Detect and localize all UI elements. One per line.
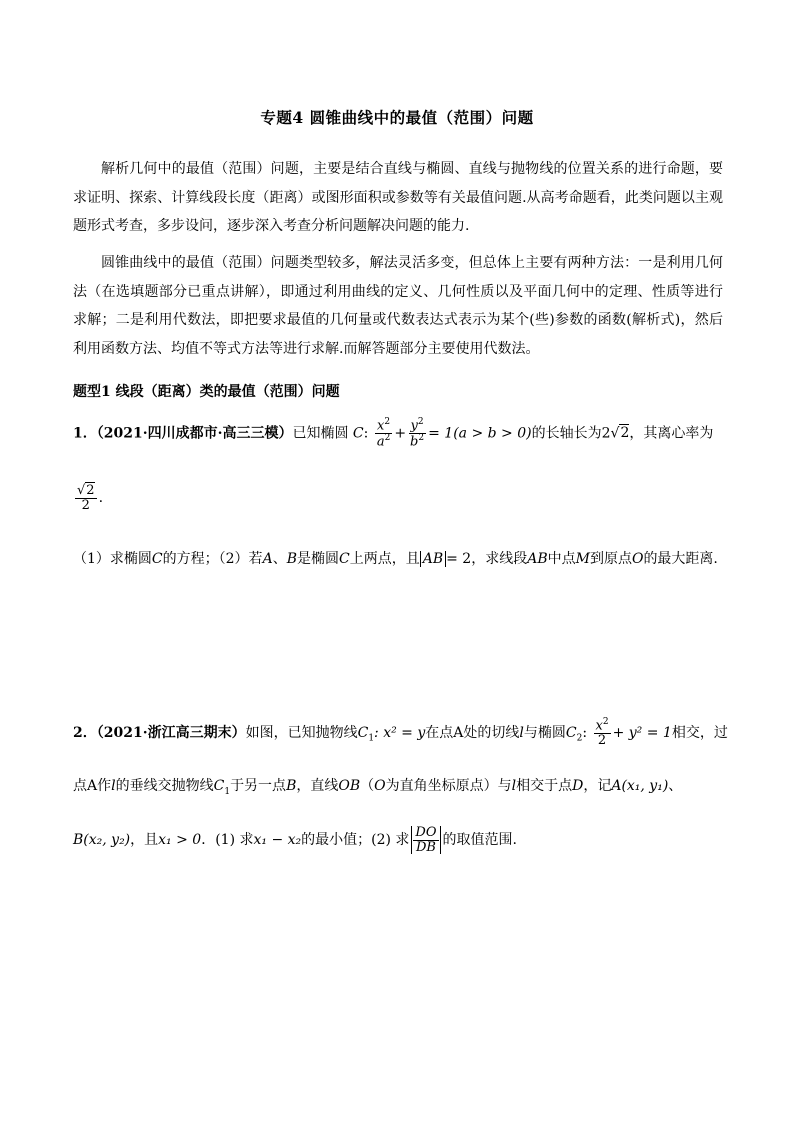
var-O: O xyxy=(374,778,386,794)
point-A: A(x₁, y₁) xyxy=(611,778,669,794)
exp-2: 2 xyxy=(602,717,609,727)
var-a: a xyxy=(376,434,385,450)
var-C: C xyxy=(357,724,369,741)
exp-2: 2 xyxy=(384,417,391,427)
var-y: y xyxy=(410,418,418,434)
text: 如图，已知抛物线 xyxy=(245,724,358,741)
text: 的方程；（2）若 xyxy=(162,551,263,567)
exp-2: 2 xyxy=(418,432,425,443)
text: ，求线段 xyxy=(471,551,528,567)
var-B: B xyxy=(286,551,297,567)
text: ，记 xyxy=(583,778,612,794)
question-2-source: （2021·浙江高三期末） xyxy=(96,724,246,741)
sub-1: 1 xyxy=(224,786,231,797)
intro-paragraph-2: 圆锥曲线中的最值（范围）问题类型较多，解法灵活多变，但总体上主要有两种方法：一是利用几何法（在选填题部分已重点讲解），即通过利用曲线的定义、几何性质以及平面几何中的定理、性质等进行求解；二是利用代数法，即把要求最值的几何量或代数表达式表示为某个(些)参数的函数(解析式)，然后利用函数方法、均值不等式方法等进行求解.而解答题部分主要使用代数法。 xyxy=(73,255,723,357)
denominator: 2 xyxy=(81,497,90,513)
text: （ xyxy=(360,778,375,794)
page-title: 专题4 圆锥曲线中的最值（范围）问题 xyxy=(260,108,534,127)
radicand: 2 xyxy=(620,425,630,442)
fraction-y2-b2 xyxy=(408,418,426,449)
text: 的最小值；(2) 求 xyxy=(301,832,410,849)
var-B: B xyxy=(286,778,297,794)
colon: : xyxy=(363,425,369,442)
question-1-source: （2021·四川成都市·高三三模） xyxy=(96,425,293,442)
difference-expression: x₁ − x₂ xyxy=(253,832,302,849)
question-2-line-1: 2．（2021·浙江高三期末）如图，已知抛物线$C_1$: x² = y在点A处的切线l与椭圆$C_2$: $\frac{x^2}{2}$ + y² = 1相交，过 xyxy=(73,717,728,748)
major-axis-length: 2√2 xyxy=(601,425,630,442)
period: . xyxy=(98,490,104,507)
text: 中点 xyxy=(547,551,576,567)
question-1-text: ，其离心率为 xyxy=(629,425,714,442)
text: 与椭圆 xyxy=(523,724,566,741)
question-2-number: 2． xyxy=(73,724,97,741)
separator: 、 xyxy=(272,551,287,567)
var-C: C xyxy=(213,778,225,794)
numerator-DO: DO xyxy=(415,825,437,840)
parabola-equation: : x² = y xyxy=(374,724,426,741)
question-1-line-2 xyxy=(73,484,733,512)
question-1-line-1 xyxy=(73,418,733,449)
text: 的取值范围. xyxy=(442,832,517,849)
ratio-DO-DB xyxy=(411,826,440,854)
exp-2: 2 xyxy=(417,417,424,427)
denominator: 2 xyxy=(597,732,607,748)
exp-2: 2 xyxy=(384,432,391,443)
text: 的垂线交抛物线 xyxy=(115,778,214,794)
text: ，直线 xyxy=(296,778,339,794)
question-2-line-3 xyxy=(73,826,733,854)
sub-1: 1 xyxy=(368,733,375,744)
fraction-x2-a2 xyxy=(375,418,393,449)
radicand: 2 xyxy=(86,483,95,498)
segment-AB: AB xyxy=(527,551,548,567)
var-l: l xyxy=(511,778,517,794)
section-heading: 题型1 线段（距离）类的最值（范围）问题 xyxy=(73,384,340,400)
plus-sign: + xyxy=(394,425,407,442)
ellipse-name: C xyxy=(352,425,364,442)
text: 为直角坐标原点）与 xyxy=(385,778,512,794)
text: 相交，过 xyxy=(671,724,728,741)
ellipse-equation: + y² = 1 xyxy=(612,724,672,741)
question-1-text: 已知椭圆 xyxy=(292,425,349,442)
var-D: D xyxy=(572,778,584,794)
fraction-x2-2 xyxy=(594,718,611,748)
line-OB: OB xyxy=(338,778,361,794)
question-1-parts xyxy=(73,542,733,576)
var-b: b xyxy=(410,434,419,450)
equals-2: = 2 xyxy=(446,551,472,567)
separator: 、 xyxy=(668,778,683,794)
coef: 2 xyxy=(601,425,611,442)
text: 上两点，且 xyxy=(349,551,420,567)
var-l: l xyxy=(111,778,116,794)
var-O: O xyxy=(631,551,644,567)
text: 到原点 xyxy=(589,551,632,567)
var-l: l xyxy=(519,724,524,741)
var-C: C xyxy=(151,551,163,567)
eccentricity-fraction: $\frac{√2}{2}$ xyxy=(77,483,95,513)
var-C: C xyxy=(338,551,350,567)
var-A: A xyxy=(262,551,273,567)
text: 是椭圆 xyxy=(296,551,339,567)
denominator-DB: DB xyxy=(415,839,436,855)
point-B: B(x₂, y₂) xyxy=(73,832,131,849)
question-1-number: 1． xyxy=(73,425,97,442)
var-x: x xyxy=(377,418,385,434)
text: 的最大距离. xyxy=(643,551,718,567)
text: ．(1) 求 xyxy=(201,832,254,849)
var-M: M xyxy=(575,551,590,567)
text: 相交于点 xyxy=(516,778,573,794)
text: 在点A处的切线 xyxy=(425,724,520,741)
condition: x₁ > 0 xyxy=(158,832,202,849)
text: 于另一点 xyxy=(230,778,287,794)
var-C: C xyxy=(565,724,577,741)
text: ，且 xyxy=(130,832,159,849)
abs-AB: AB xyxy=(420,551,446,567)
question-2-line-2 xyxy=(73,775,733,797)
sub-2: 2 xyxy=(576,733,583,744)
question-1-text: 的长轴长为 xyxy=(531,425,602,442)
text: （1）求椭圆 xyxy=(73,551,152,567)
var-x: x xyxy=(595,718,603,734)
text: 点A作 xyxy=(73,778,112,794)
equation-condition: = 1(a > b > 0) xyxy=(428,425,532,442)
intro-paragraph-1: 解析几何中的最值（范围）问题，主要是结合直线与椭圆、直线与抛物线的位置关系的进行命题，要求证明、探索、计算线段长度（距离）或图形面积或参数等有关最值问题.从高考命题看，此类问题以主观题形式考查，多步设问，逐步深入考查分析问题解决问题的能力. xyxy=(73,161,723,234)
